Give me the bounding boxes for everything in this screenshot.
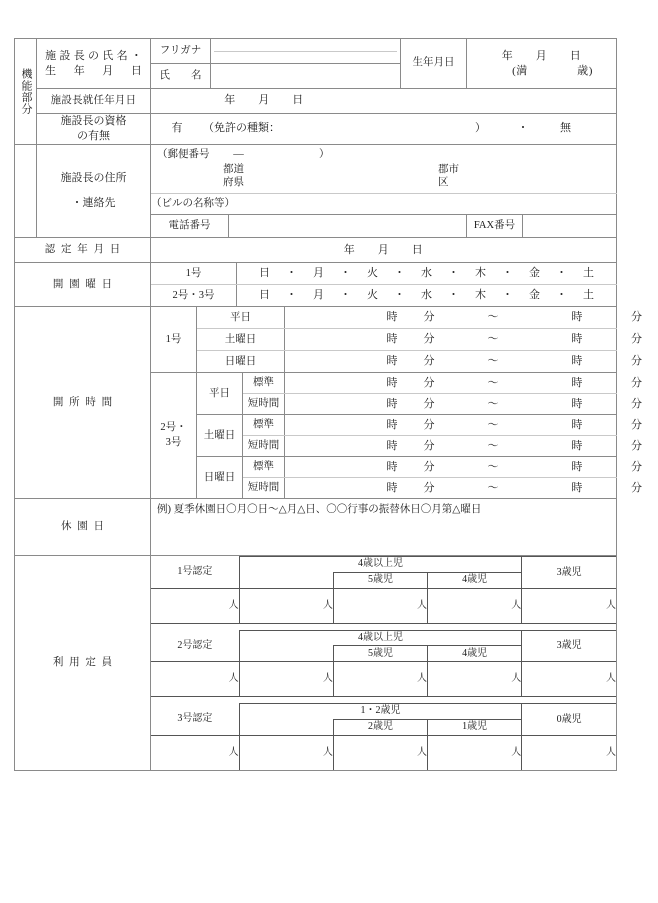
appointment-ymd: [151, 94, 315, 106]
start-minute-label: 分: [423, 481, 435, 494]
address-zip-row: [15, 144, 617, 193]
mode-short-sunday: 短時間: [243, 478, 285, 499]
address-label-line1: 施設長の住所: [60, 172, 127, 185]
appointment-value-cell[interactable]: [151, 89, 617, 114]
capacity-tail-label-1go: 3歳児: [522, 557, 616, 589]
address-section-table: [14, 144, 617, 238]
capacity-tail-value-1go[interactable]: 人: [522, 588, 616, 623]
end-minute-label: 分: [630, 397, 642, 410]
end-minute-label: 分: [630, 460, 642, 473]
capacity-block-1go: [151, 556, 616, 624]
time-range-row: [285, 332, 642, 347]
appointment-label: 施設長就任年月日: [37, 89, 151, 114]
license-type-close: ）: [475, 122, 486, 135]
zip-label: （郵便番号: [157, 148, 210, 160]
open-days-token-list-1: [237, 266, 616, 281]
capacity-block-3go: [151, 703, 616, 770]
end-hour-label: 時: [571, 355, 583, 368]
fax-label: FAX番号: [467, 215, 523, 238]
end-hour-label: 時: [571, 439, 583, 452]
birthdate-age-suffix: 歳): [577, 64, 593, 77]
vertical-rail-cell: [15, 39, 37, 145]
mode-short-weekday: 短時間: [243, 394, 285, 415]
start-hour-label: 時: [386, 355, 398, 368]
appointment-month-label: 月: [258, 94, 270, 107]
time-range-row: [285, 310, 642, 325]
range-tilde: ～: [487, 376, 499, 389]
birthdate-age-prefix: (満: [512, 64, 528, 77]
tel-label: 電話番号: [151, 215, 229, 238]
capacity-sub-value-2go-5[interactable]: 人: [333, 662, 427, 697]
capacity-sub-label-3go-2: 2歳児: [333, 719, 427, 735]
tel-input[interactable]: [229, 215, 467, 238]
license-type-open: （免許の種類：: [203, 122, 280, 135]
range-tilde: ～: [487, 311, 499, 324]
capacity-tail-label-3go: 0歳児: [522, 704, 616, 736]
vertical-rail-cell-2: [15, 144, 37, 237]
end-hour-label: 時: [571, 460, 583, 473]
appointment-row: [15, 89, 617, 114]
range-tilde: ～: [487, 439, 499, 452]
address-label-cell: [37, 144, 151, 237]
qualification-row: [15, 114, 617, 145]
zip-line: [151, 145, 616, 162]
capacity-table: [14, 555, 617, 771]
capacity-head-row-1go: [151, 557, 616, 573]
certification-date-label: 認定年月日: [15, 238, 151, 263]
mode-standard-saturday: 標準: [243, 415, 285, 436]
closed-days-label: 休園日: [15, 499, 151, 556]
director-name-label-line1: 施設長の氏名・: [45, 49, 146, 62]
zip-close: ）: [319, 148, 330, 160]
capacity-sub-label-2go-5: 5歳児: [333, 646, 427, 662]
open-hours-day-weekday-1go: 平日: [197, 307, 285, 329]
capacity-block-2go: [151, 630, 616, 698]
end-minute-label: 分: [630, 355, 642, 368]
start-minute-label: 分: [423, 439, 435, 452]
day-separator: ・: [394, 267, 405, 280]
range-tilde: ～: [487, 333, 499, 346]
start-hour-label: 時: [386, 418, 398, 431]
closed-days-row: [15, 499, 617, 556]
open-hours-day-saturday-1go: 土曜日: [197, 329, 285, 351]
start-minute-label: 分: [423, 311, 435, 324]
capacity-total-3go[interactable]: 人: [151, 735, 239, 770]
name-input[interactable]: [211, 64, 401, 89]
capacity-group-label-2go: 4歳以上児: [239, 630, 522, 646]
qualification-value-cell[interactable]: [151, 114, 617, 145]
furigana-label: フリガナ: [151, 39, 211, 64]
qualification-label-line1: 施設長の資格: [60, 115, 127, 127]
fax-input[interactable]: [523, 215, 617, 238]
time-range-row: [285, 354, 642, 369]
start-hour-label: 時: [386, 460, 398, 473]
qualification-separator: ・: [517, 122, 529, 135]
capacity-tail-value-3go[interactable]: 人: [522, 735, 616, 770]
day-token[interactable]: 水: [421, 267, 432, 280]
capacity-sub-value-2go-4[interactable]: 人: [428, 662, 522, 697]
end-minute-label: 分: [630, 311, 642, 324]
director-name-label-cell: [37, 39, 151, 89]
open-hours-day-sunday-23go: 日曜日: [197, 457, 243, 499]
day-token[interactable]: 火: [367, 267, 378, 280]
day-separator: ・: [286, 289, 297, 302]
day-separator: ・: [394, 289, 405, 302]
open-hours-value-23go-saturday-short[interactable]: [285, 436, 642, 457]
day-token[interactable]: 木: [475, 267, 486, 280]
capacity-type-2go: 2号認定: [151, 630, 239, 662]
open-days-type-2: 2号・3号: [151, 285, 237, 307]
start-hour-label: 時: [386, 376, 398, 389]
day-token[interactable]: 日: [259, 289, 270, 302]
birthdate-value-cell[interactable]: [467, 39, 617, 89]
mode-short-saturday: 短時間: [243, 436, 285, 457]
closed-days-table: [14, 498, 617, 556]
open-days-values-2[interactable]: [237, 285, 617, 307]
capacity-total-2go[interactable]: 人: [151, 662, 239, 697]
city-label: 郡市 区: [438, 163, 459, 188]
day-token[interactable]: 土: [583, 267, 594, 280]
day-separator: ・: [340, 267, 351, 280]
start-minute-label: 分: [423, 355, 435, 368]
day-token[interactable]: 火: [367, 289, 378, 302]
address-pref-city-line: [151, 162, 616, 193]
mode-standard-weekday: 標準: [243, 373, 285, 394]
capacity-value-row-3go: [151, 735, 616, 770]
end-minute-label: 分: [630, 418, 642, 431]
mode-standard-sunday: 標準: [243, 457, 285, 478]
capacity-group-value-3go[interactable]: 人: [239, 735, 333, 770]
start-minute-label: 分: [423, 376, 435, 389]
certification-day-label: 日: [411, 243, 424, 256]
open-hours-day-weekday-23go: 平日: [197, 373, 243, 415]
open-hours-value-1go-saturday[interactable]: [285, 329, 642, 351]
open-hours-type-1go: 1号: [151, 307, 197, 373]
qualification-yes[interactable]: 有: [171, 122, 183, 135]
open-hours-label: 開所時間: [15, 307, 151, 499]
capacity-value-row-1go: [151, 588, 616, 623]
capacity-tail-label-2go: 3歳児: [522, 630, 616, 662]
range-tilde: ～: [487, 481, 499, 494]
day-token[interactable]: 土: [583, 289, 594, 302]
capacity-sub-label-3go-1: 1歳児: [428, 719, 522, 735]
open-hours-value-23go-sunday-short[interactable]: [285, 478, 642, 499]
open-hours-day-saturday-23go: 土曜日: [197, 415, 243, 457]
day-token[interactable]: 水: [421, 289, 432, 302]
end-hour-label: 時: [571, 311, 583, 324]
type-23-line2: 3号: [165, 436, 182, 448]
prefecture-label: 都道 府県: [223, 163, 244, 188]
start-hour-label: 時: [386, 481, 398, 494]
appointment-year-label: 年: [224, 94, 236, 107]
director-section-table: [14, 38, 617, 145]
day-separator: ・: [556, 267, 567, 280]
birthdate-ymd: [467, 49, 616, 64]
certification-year-label: 年: [343, 243, 356, 256]
capacity-head-row-2go: [151, 630, 616, 646]
day-token[interactable]: 金: [529, 267, 540, 280]
start-minute-label: 分: [423, 333, 435, 346]
capacity-sub-label-1go-4: 4歳児: [428, 572, 522, 588]
capacity-row: [15, 556, 617, 771]
range-tilde: ～: [487, 418, 499, 431]
range-tilde: ～: [487, 355, 499, 368]
furigana-input[interactable]: [211, 39, 401, 64]
qualification-no[interactable]: 無: [560, 122, 571, 135]
capacity-group-label-1go: 4歳以上児: [239, 557, 522, 573]
capacity-value-row-2go: [151, 662, 616, 697]
birthdate-label: 生年月日: [401, 39, 467, 89]
time-range-row: [285, 460, 642, 475]
certification-date-value-cell[interactable]: [151, 238, 617, 263]
end-minute-label: 分: [630, 333, 642, 346]
day-separator: ・: [502, 267, 513, 280]
day-token[interactable]: 月: [313, 267, 324, 280]
name-label: 氏 名: [151, 64, 211, 89]
start-hour-label: 時: [386, 397, 398, 410]
capacity-sub-value-3go-1[interactable]: 人: [428, 735, 522, 770]
open-hours-row-1go-weekday: [15, 307, 617, 329]
day-separator: ・: [502, 289, 513, 302]
certification-month-label: 月: [377, 243, 390, 256]
zip-dash: —: [233, 148, 244, 160]
start-minute-label: 分: [423, 418, 435, 431]
certification-ymd: [151, 243, 616, 258]
start-minute-label: 分: [423, 397, 435, 410]
capacity-sub-label-1go-5: 5歳児: [333, 572, 427, 588]
day-token[interactable]: 金: [529, 289, 540, 302]
cert-and-opendays-table: [14, 237, 617, 307]
type-23-line1: 2号・: [160, 422, 187, 434]
range-tilde: ～: [487, 397, 499, 410]
time-range-row: [285, 397, 642, 412]
start-hour-label: 時: [386, 333, 398, 346]
open-hours-value-23go-weekday-short[interactable]: [285, 394, 642, 415]
day-separator: ・: [448, 267, 459, 280]
birthdate-month-label: 月: [535, 49, 548, 62]
open-hours-value-23go-weekday-standard[interactable]: [285, 373, 642, 394]
closed-days-example: 例) 夏季休園日〇月〇日〜△月△日、〇〇行事の振替休日〇月第△曜日: [157, 504, 482, 516]
building-name-cell[interactable]: [151, 194, 617, 215]
time-range-row: [285, 418, 642, 433]
vertical-rail-label: 機能部分: [20, 68, 32, 115]
open-hours-value-23go-saturday-standard[interactable]: [285, 415, 642, 436]
capacity-head-row-3go: [151, 704, 616, 720]
open-days-token-list-2: [237, 288, 616, 303]
capacity-group-label-3go: 1・2歳児: [239, 704, 522, 720]
capacity-sub-label-2go-4: 4歳児: [428, 646, 522, 662]
open-days-label: 開園曜日: [15, 263, 151, 307]
birthdate-age-line: [467, 64, 616, 79]
start-minute-label: 分: [423, 460, 435, 473]
building-label: （ビルの名称等）: [151, 198, 235, 210]
address-label-line2: ・連絡先: [71, 196, 116, 209]
form-container: [14, 38, 642, 771]
certification-date-row: [15, 238, 617, 263]
open-hours-value-23go-sunday-standard[interactable]: [285, 457, 642, 478]
end-hour-label: 時: [571, 418, 583, 431]
range-tilde: ～: [487, 460, 499, 473]
capacity-sub-value-1go-4[interactable]: 人: [428, 588, 522, 623]
open-hours-table: [14, 306, 642, 499]
qualification-label-cell: [37, 114, 151, 145]
appointment-day-label: 日: [292, 94, 304, 107]
birthdate-day-label: 日: [569, 49, 582, 62]
day-separator: ・: [340, 289, 351, 302]
birthdate-year-label: 年: [501, 49, 514, 62]
open-days-values-1[interactable]: [237, 263, 617, 285]
capacity-label: 利用定員: [15, 556, 151, 771]
time-range-row: [285, 481, 642, 496]
end-minute-label: 分: [630, 439, 642, 452]
capacity-group-value-1go[interactable]: 人: [239, 588, 333, 623]
end-hour-label: 時: [571, 397, 583, 410]
day-separator: ・: [286, 267, 297, 280]
open-hours-value-1go-sunday[interactable]: [285, 351, 642, 373]
time-range-row: [285, 439, 642, 454]
day-token[interactable]: 日: [259, 267, 270, 280]
end-hour-label: 時: [571, 376, 583, 389]
closed-days-value-cell[interactable]: [151, 499, 617, 556]
start-hour-label: 時: [386, 439, 398, 452]
capacity-blocks-cell: [151, 556, 617, 771]
start-hour-label: 時: [386, 311, 398, 324]
open-days-type-1: 1号: [151, 263, 237, 285]
capacity-sub-value-3go-2[interactable]: 人: [333, 735, 427, 770]
end-minute-label: 分: [630, 376, 642, 389]
address-zip-and-pref-cell[interactable]: [151, 144, 617, 193]
day-separator: ・: [448, 289, 459, 302]
day-separator: ・: [556, 289, 567, 302]
end-minute-label: 分: [630, 481, 642, 494]
qualification-label-line2: の有無: [77, 129, 110, 142]
open-hours-day-sunday-1go: 日曜日: [197, 351, 285, 373]
capacity-sub-value-1go-5[interactable]: 人: [333, 588, 427, 623]
day-token[interactable]: 月: [313, 289, 324, 302]
capacity-tail-value-2go[interactable]: 人: [522, 662, 616, 697]
director-name-row: [15, 39, 617, 64]
capacity-total-1go[interactable]: 人: [151, 588, 239, 623]
open-hours-value-1go-weekday[interactable]: [285, 307, 642, 329]
end-hour-label: 時: [571, 481, 583, 494]
day-token[interactable]: 木: [475, 289, 486, 302]
director-name-label-line2: 生 年 月 日: [45, 64, 146, 77]
end-hour-label: 時: [571, 333, 583, 346]
capacity-type-1go: 1号認定: [151, 557, 239, 589]
capacity-type-3go: 3号認定: [151, 704, 239, 736]
time-range-row: [285, 376, 642, 391]
open-days-row-1: [15, 263, 617, 285]
capacity-group-value-2go[interactable]: 人: [239, 662, 333, 697]
open-hours-type-23go: [151, 373, 197, 499]
